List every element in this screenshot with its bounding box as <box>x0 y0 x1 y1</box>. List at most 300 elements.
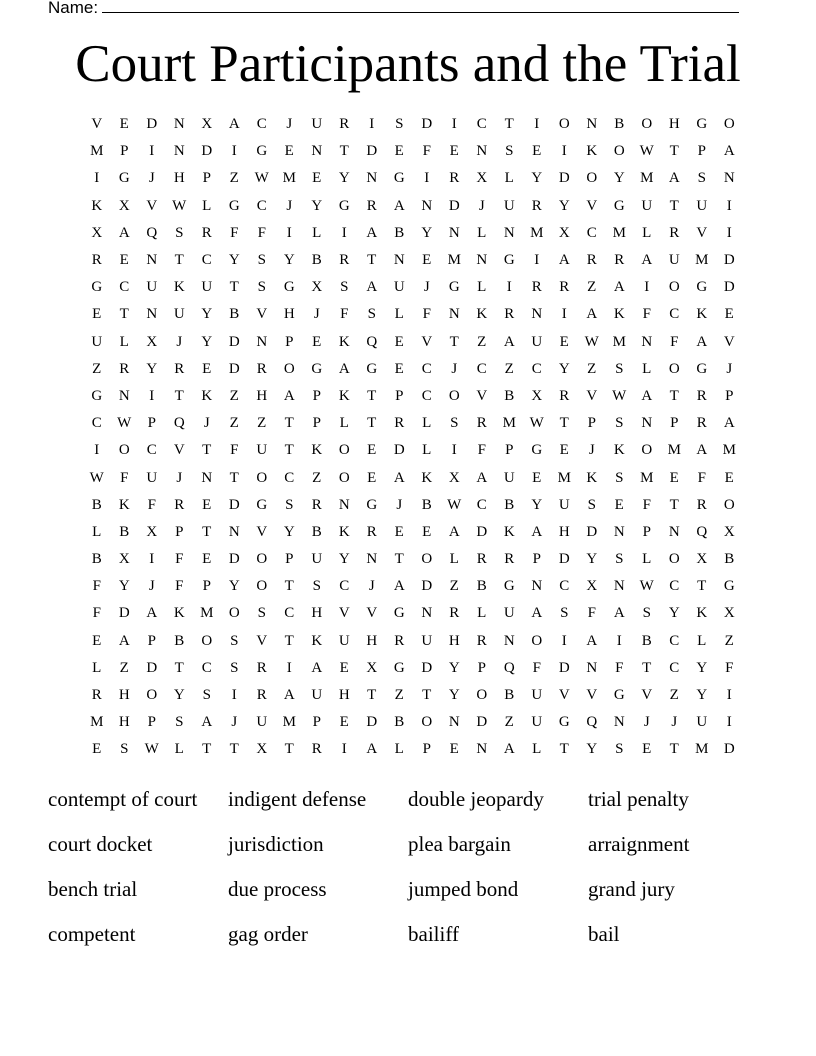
grid-letter[interactable]: E <box>312 333 322 350</box>
grid-letter[interactable]: X <box>118 197 130 214</box>
grid-letter[interactable]: X <box>146 523 158 540</box>
grid-letter[interactable]: O <box>256 551 268 568</box>
grid-letter[interactable]: B <box>174 632 185 649</box>
grid-letter[interactable]: I <box>726 714 732 731</box>
grid-letter[interactable]: V <box>586 387 598 404</box>
grid-letter[interactable]: Y <box>696 687 708 704</box>
grid-letter[interactable]: W <box>144 741 159 758</box>
grid-letter[interactable]: R <box>449 170 460 187</box>
grid-letter[interactable]: O <box>558 116 570 133</box>
grid-letter[interactable]: D <box>448 197 460 214</box>
grid-letter[interactable]: S <box>615 415 624 432</box>
grid-letter[interactable]: J <box>286 197 293 214</box>
grid-letter[interactable]: A <box>366 279 378 296</box>
grid-letter[interactable]: D <box>228 333 240 350</box>
grid-letter[interactable]: E <box>312 170 322 187</box>
grid-letter[interactable]: V <box>173 442 185 459</box>
grid-letter[interactable]: I <box>616 632 622 649</box>
grid-letter[interactable]: Y <box>421 224 433 241</box>
grid-letter[interactable]: P <box>312 415 321 432</box>
grid-letter[interactable]: X <box>91 224 103 241</box>
grid-letter[interactable]: A <box>476 469 488 486</box>
grid-letter[interactable]: I <box>561 632 567 649</box>
grid-letter[interactable]: P <box>532 551 541 568</box>
grid-letter[interactable]: Y <box>558 197 570 214</box>
grid-letter[interactable]: H <box>668 116 680 133</box>
grid-letter[interactable]: Z <box>504 714 514 731</box>
grid-letter[interactable]: V <box>256 306 268 323</box>
grid-letter[interactable]: G <box>311 360 323 377</box>
grid-letter[interactable]: T <box>284 632 294 649</box>
grid-letter[interactable]: T <box>229 469 239 486</box>
grid-letter[interactable]: W <box>89 469 104 486</box>
grid-letter[interactable]: R <box>531 197 542 214</box>
grid-letter[interactable]: D <box>393 442 405 459</box>
grid-letter[interactable]: G <box>366 496 378 513</box>
grid-letter[interactable]: T <box>202 442 212 459</box>
grid-letter[interactable]: O <box>146 687 158 704</box>
grid-letter[interactable]: F <box>147 496 156 513</box>
grid-letter[interactable]: S <box>450 415 459 432</box>
grid-letter[interactable]: N <box>421 197 433 214</box>
grid-letter[interactable]: M <box>90 714 104 731</box>
grid-letter[interactable]: S <box>505 143 514 160</box>
grid-letter[interactable]: D <box>558 170 570 187</box>
grid-letter[interactable]: N <box>586 116 598 133</box>
grid-letter[interactable]: N <box>448 224 460 241</box>
grid-letter[interactable]: R <box>91 252 102 269</box>
grid-letter[interactable]: G <box>531 442 543 459</box>
grid-letter[interactable]: Y <box>448 687 460 704</box>
grid-letter[interactable]: M <box>502 415 516 432</box>
grid-letter[interactable]: O <box>668 279 680 296</box>
grid-letter[interactable]: G <box>366 360 378 377</box>
grid-letter[interactable]: T <box>669 387 679 404</box>
grid-letter[interactable]: C <box>476 116 487 133</box>
grid-letter[interactable]: I <box>149 143 155 160</box>
grid-letter[interactable]: J <box>313 306 320 323</box>
grid-letter[interactable]: M <box>640 170 654 187</box>
grid-letter[interactable]: L <box>394 741 404 758</box>
grid-letter[interactable]: T <box>202 523 212 540</box>
grid-letter[interactable]: T <box>284 578 294 595</box>
grid-letter[interactable]: Y <box>311 197 323 214</box>
grid-letter[interactable]: C <box>669 578 680 595</box>
grid-letter[interactable]: C <box>669 306 680 323</box>
grid-letter[interactable]: N <box>173 116 185 133</box>
grid-letter[interactable]: R <box>394 415 405 432</box>
grid-letter[interactable]: Y <box>173 687 185 704</box>
grid-letter[interactable]: M <box>612 333 626 350</box>
grid-letter[interactable]: Y <box>146 360 158 377</box>
grid-letter[interactable]: U <box>531 333 543 350</box>
grid-letter[interactable]: G <box>91 387 103 404</box>
grid-letter[interactable]: S <box>120 741 129 758</box>
grid-letter[interactable]: C <box>91 415 102 432</box>
grid-letter[interactable]: G <box>393 659 405 676</box>
grid-letter[interactable]: N <box>641 333 653 350</box>
grid-letter[interactable]: J <box>396 496 403 513</box>
grid-letter[interactable]: N <box>256 333 268 350</box>
grid-letter[interactable]: X <box>586 578 598 595</box>
grid-letter[interactable]: K <box>91 197 103 214</box>
grid-letter[interactable]: K <box>696 306 708 323</box>
grid-letter[interactable]: F <box>670 333 679 350</box>
grid-letter[interactable]: A <box>366 741 378 758</box>
grid-letter[interactable]: Y <box>586 551 598 568</box>
grid-letter[interactable]: O <box>338 442 350 459</box>
grid-letter[interactable]: N <box>448 306 460 323</box>
grid-letter[interactable]: S <box>257 252 266 269</box>
grid-letter[interactable]: H <box>283 306 295 323</box>
grid-letter[interactable]: P <box>587 415 596 432</box>
grid-letter[interactable]: I <box>369 116 375 133</box>
grid-letter[interactable]: L <box>312 224 322 241</box>
grid-letter[interactable]: K <box>173 279 185 296</box>
grid-letter[interactable]: A <box>366 224 378 241</box>
grid-letter[interactable]: X <box>201 116 213 133</box>
grid-letter[interactable]: J <box>203 415 210 432</box>
grid-letter[interactable]: Y <box>228 578 240 595</box>
grid-letter[interactable]: Y <box>668 605 680 622</box>
grid-letter[interactable]: O <box>421 714 433 731</box>
grid-letter[interactable]: E <box>449 741 459 758</box>
grid-letter[interactable]: D <box>118 605 130 622</box>
grid-letter[interactable]: V <box>476 387 488 404</box>
grid-letter[interactable]: A <box>696 442 708 459</box>
grid-letter[interactable]: E <box>669 469 679 486</box>
grid-letter[interactable]: G <box>613 687 625 704</box>
grid-letter[interactable]: M <box>530 224 544 241</box>
grid-letter[interactable]: U <box>421 632 433 649</box>
grid-letter[interactable]: O <box>723 496 735 513</box>
grid-letter[interactable]: O <box>283 360 295 377</box>
grid-letter[interactable]: V <box>338 605 350 622</box>
grid-letter[interactable]: E <box>422 523 432 540</box>
grid-letter[interactable]: U <box>91 333 103 350</box>
grid-letter[interactable]: R <box>696 387 707 404</box>
grid-letter[interactable]: F <box>120 469 129 486</box>
grid-letter[interactable]: J <box>588 442 595 459</box>
grid-letter[interactable]: Y <box>531 496 543 513</box>
grid-letter[interactable]: A <box>393 578 405 595</box>
grid-letter[interactable]: G <box>696 360 708 377</box>
grid-letter[interactable]: I <box>726 687 732 704</box>
grid-letter[interactable]: C <box>284 605 295 622</box>
grid-letter[interactable]: Y <box>201 306 213 323</box>
grid-letter[interactable]: Q <box>503 659 515 676</box>
grid-letter[interactable]: E <box>559 442 569 459</box>
grid-letter[interactable]: Z <box>312 469 322 486</box>
grid-letter[interactable]: D <box>366 143 378 160</box>
grid-letter[interactable]: X <box>448 469 460 486</box>
grid-letter[interactable]: Y <box>338 551 350 568</box>
grid-letter[interactable]: S <box>642 605 651 622</box>
grid-letter[interactable]: O <box>421 551 433 568</box>
grid-letter[interactable]: A <box>641 252 653 269</box>
grid-letter[interactable]: U <box>393 279 405 296</box>
grid-letter[interactable]: F <box>230 442 239 459</box>
grid-letter[interactable]: D <box>228 551 240 568</box>
grid-letter[interactable]: T <box>284 442 294 459</box>
grid-letter[interactable]: E <box>394 143 404 160</box>
grid-letter[interactable]: V <box>641 687 653 704</box>
grid-letter[interactable]: N <box>531 306 543 323</box>
grid-letter[interactable]: G <box>118 170 130 187</box>
grid-letter[interactable]: L <box>642 224 652 241</box>
grid-letter[interactable]: I <box>286 659 292 676</box>
grid-letter[interactable]: A <box>586 306 598 323</box>
grid-letter[interactable]: Z <box>257 415 267 432</box>
grid-letter[interactable]: U <box>696 197 708 214</box>
grid-letter[interactable]: J <box>368 578 375 595</box>
grid-letter[interactable]: V <box>558 687 570 704</box>
grid-letter[interactable]: M <box>695 252 709 269</box>
grid-letter[interactable]: U <box>503 469 515 486</box>
grid-letter[interactable]: N <box>668 523 680 540</box>
grid-letter[interactable]: Y <box>558 360 570 377</box>
grid-letter[interactable]: T <box>669 741 679 758</box>
grid-letter[interactable]: N <box>613 714 625 731</box>
grid-letter[interactable]: R <box>174 496 185 513</box>
grid-letter[interactable]: M <box>282 714 296 731</box>
grid-letter[interactable]: L <box>642 360 652 377</box>
grid-letter[interactable]: R <box>504 551 515 568</box>
grid-letter[interactable]: Y <box>531 170 543 187</box>
grid-letter[interactable]: L <box>339 415 349 432</box>
grid-letter[interactable]: W <box>117 415 132 432</box>
grid-letter[interactable]: E <box>367 442 377 459</box>
grid-letter[interactable]: E <box>119 116 129 133</box>
grid-letter[interactable]: U <box>338 632 350 649</box>
grid-letter[interactable]: K <box>476 306 488 323</box>
grid-letter[interactable]: M <box>667 442 681 459</box>
grid-letter[interactable]: H <box>558 523 570 540</box>
grid-letter[interactable]: A <box>503 333 515 350</box>
grid-letter[interactable]: P <box>285 551 294 568</box>
grid-letter[interactable]: L <box>119 333 129 350</box>
grid-letter[interactable]: O <box>531 632 543 649</box>
grid-letter[interactable]: N <box>448 714 460 731</box>
grid-letter[interactable]: D <box>146 659 158 676</box>
grid-letter[interactable]: J <box>423 279 430 296</box>
grid-letter[interactable]: X <box>118 551 130 568</box>
grid-letter[interactable]: E <box>339 659 349 676</box>
grid-letter[interactable]: S <box>395 116 404 133</box>
grid-letter[interactable]: P <box>422 741 431 758</box>
grid-letter[interactable]: A <box>531 605 543 622</box>
grid-letter[interactable]: F <box>587 605 596 622</box>
grid-letter[interactable]: N <box>338 496 350 513</box>
grid-letter[interactable]: N <box>366 551 378 568</box>
grid-letter[interactable]: O <box>256 469 268 486</box>
grid-letter[interactable]: M <box>722 442 736 459</box>
grid-letter[interactable]: V <box>91 116 103 133</box>
grid-letter[interactable]: A <box>283 387 295 404</box>
grid-letter[interactable]: A <box>723 415 735 432</box>
grid-letter[interactable]: D <box>723 279 735 296</box>
grid-letter[interactable]: I <box>149 387 155 404</box>
grid-letter[interactable]: H <box>118 714 130 731</box>
grid-letter[interactable]: M <box>200 605 214 622</box>
grid-letter[interactable]: L <box>504 170 514 187</box>
grid-letter[interactable]: E <box>724 306 734 323</box>
grid-letter[interactable]: W <box>612 387 627 404</box>
grid-letter[interactable]: I <box>231 143 237 160</box>
grid-letter[interactable]: P <box>147 632 156 649</box>
grid-letter[interactable]: G <box>393 170 405 187</box>
grid-letter[interactable]: X <box>723 605 735 622</box>
grid-letter[interactable]: W <box>254 170 269 187</box>
grid-letter[interactable]: M <box>282 170 296 187</box>
grid-letter[interactable]: U <box>503 605 515 622</box>
grid-letter[interactable]: A <box>668 170 680 187</box>
grid-letter[interactable]: F <box>175 578 184 595</box>
grid-letter[interactable]: S <box>230 632 239 649</box>
grid-letter[interactable]: Z <box>394 687 404 704</box>
grid-letter[interactable]: S <box>587 496 596 513</box>
grid-letter[interactable]: T <box>449 333 459 350</box>
grid-letter[interactable]: I <box>451 116 457 133</box>
grid-letter[interactable]: D <box>228 360 240 377</box>
grid-letter[interactable]: V <box>421 333 433 350</box>
grid-letter[interactable]: T <box>202 741 212 758</box>
grid-letter[interactable]: K <box>311 632 323 649</box>
grid-letter[interactable]: Y <box>696 659 708 676</box>
grid-letter[interactable]: T <box>669 197 679 214</box>
grid-letter[interactable]: T <box>174 659 184 676</box>
grid-letter[interactable]: T <box>642 659 652 676</box>
grid-letter[interactable]: X <box>558 224 570 241</box>
grid-letter[interactable]: E <box>202 360 212 377</box>
grid-letter[interactable]: O <box>118 442 130 459</box>
grid-letter[interactable]: X <box>696 551 708 568</box>
grid-letter[interactable]: B <box>614 116 625 133</box>
grid-letter[interactable]: P <box>697 143 706 160</box>
grid-letter[interactable]: A <box>641 387 653 404</box>
grid-letter[interactable]: H <box>338 687 350 704</box>
grid-letter[interactable]: H <box>448 632 460 649</box>
grid-letter[interactable]: F <box>642 496 651 513</box>
grid-letter[interactable]: D <box>421 659 433 676</box>
grid-letter[interactable]: S <box>697 170 706 187</box>
grid-letter[interactable]: D <box>723 741 735 758</box>
grid-letter[interactable]: R <box>311 741 322 758</box>
grid-letter[interactable]: R <box>256 687 267 704</box>
grid-letter[interactable]: C <box>339 578 350 595</box>
grid-letter[interactable]: E <box>92 741 102 758</box>
grid-letter[interactable]: H <box>256 387 268 404</box>
grid-letter[interactable]: Q <box>696 523 708 540</box>
grid-letter[interactable]: S <box>285 496 294 513</box>
grid-letter[interactable]: E <box>202 496 212 513</box>
grid-letter[interactable]: V <box>366 605 378 622</box>
grid-letter[interactable]: E <box>367 469 377 486</box>
grid-letter[interactable]: T <box>504 116 514 133</box>
grid-letter[interactable]: I <box>94 170 100 187</box>
grid-letter[interactable]: A <box>146 605 158 622</box>
grid-letter[interactable]: P <box>477 659 486 676</box>
grid-letter[interactable]: P <box>202 578 211 595</box>
grid-letter[interactable]: T <box>119 306 129 323</box>
grid-letter[interactable]: R <box>201 224 212 241</box>
grid-letter[interactable]: B <box>229 306 240 323</box>
grid-letter[interactable]: I <box>534 116 540 133</box>
grid-letter[interactable]: N <box>641 415 653 432</box>
grid-letter[interactable]: Y <box>448 659 460 676</box>
grid-letter[interactable]: R <box>586 252 597 269</box>
grid-letter[interactable]: R <box>174 360 185 377</box>
grid-letter[interactable]: K <box>613 442 625 459</box>
grid-letter[interactable]: I <box>506 279 512 296</box>
grid-letter[interactable]: M <box>612 224 626 241</box>
grid-letter[interactable]: I <box>341 741 347 758</box>
grid-letter[interactable]: J <box>231 714 238 731</box>
grid-letter[interactable]: E <box>642 741 652 758</box>
grid-letter[interactable]: A <box>338 360 350 377</box>
grid-letter[interactable]: Y <box>283 252 295 269</box>
grid-letter[interactable]: O <box>723 116 735 133</box>
grid-letter[interactable]: S <box>175 714 184 731</box>
grid-letter[interactable]: R <box>504 306 515 323</box>
grid-letter[interactable]: O <box>641 116 653 133</box>
grid-letter[interactable]: I <box>231 687 237 704</box>
grid-letter[interactable]: X <box>146 333 158 350</box>
grid-letter[interactable]: L <box>202 197 212 214</box>
grid-letter[interactable]: L <box>477 605 487 622</box>
grid-letter[interactable]: X <box>723 523 735 540</box>
grid-letter[interactable]: T <box>394 551 404 568</box>
grid-letter[interactable]: A <box>696 333 708 350</box>
grid-letter[interactable]: S <box>230 659 239 676</box>
grid-letter[interactable]: P <box>642 523 651 540</box>
grid-letter[interactable]: G <box>283 279 295 296</box>
grid-letter[interactable]: N <box>613 523 625 540</box>
grid-letter[interactable]: L <box>532 741 542 758</box>
grid-letter[interactable]: R <box>559 387 570 404</box>
grid-letter[interactable]: A <box>558 252 570 269</box>
grid-letter[interactable]: C <box>586 224 597 241</box>
grid-letter[interactable]: J <box>643 714 650 731</box>
grid-letter[interactable]: M <box>640 469 654 486</box>
grid-letter[interactable]: N <box>228 523 240 540</box>
grid-letter[interactable]: V <box>696 224 708 241</box>
grid-letter[interactable]: Y <box>338 170 350 187</box>
grid-letter[interactable]: O <box>476 687 488 704</box>
grid-letter[interactable]: O <box>448 387 460 404</box>
grid-letter[interactable]: R <box>696 496 707 513</box>
grid-letter[interactable]: T <box>669 496 679 513</box>
grid-letter[interactable]: U <box>256 714 268 731</box>
grid-letter[interactable]: B <box>504 687 515 704</box>
grid-letter[interactable]: V <box>586 687 598 704</box>
grid-letter[interactable]: C <box>559 578 570 595</box>
grid-letter[interactable]: K <box>586 469 598 486</box>
grid-letter[interactable]: B <box>394 224 405 241</box>
grid-letter[interactable]: O <box>668 551 680 568</box>
grid-letter[interactable]: W <box>639 143 654 160</box>
grid-letter[interactable]: R <box>669 224 680 241</box>
grid-letter[interactable]: U <box>531 687 543 704</box>
grid-letter[interactable]: N <box>146 306 158 323</box>
grid-letter[interactable]: P <box>120 143 129 160</box>
grid-letter[interactable]: Q <box>586 714 598 731</box>
grid-letter[interactable]: I <box>726 224 732 241</box>
grid-letter[interactable]: T <box>559 415 569 432</box>
grid-letter[interactable]: N <box>118 387 130 404</box>
grid-letter[interactable]: U <box>311 687 323 704</box>
grid-letter[interactable]: D <box>723 252 735 269</box>
